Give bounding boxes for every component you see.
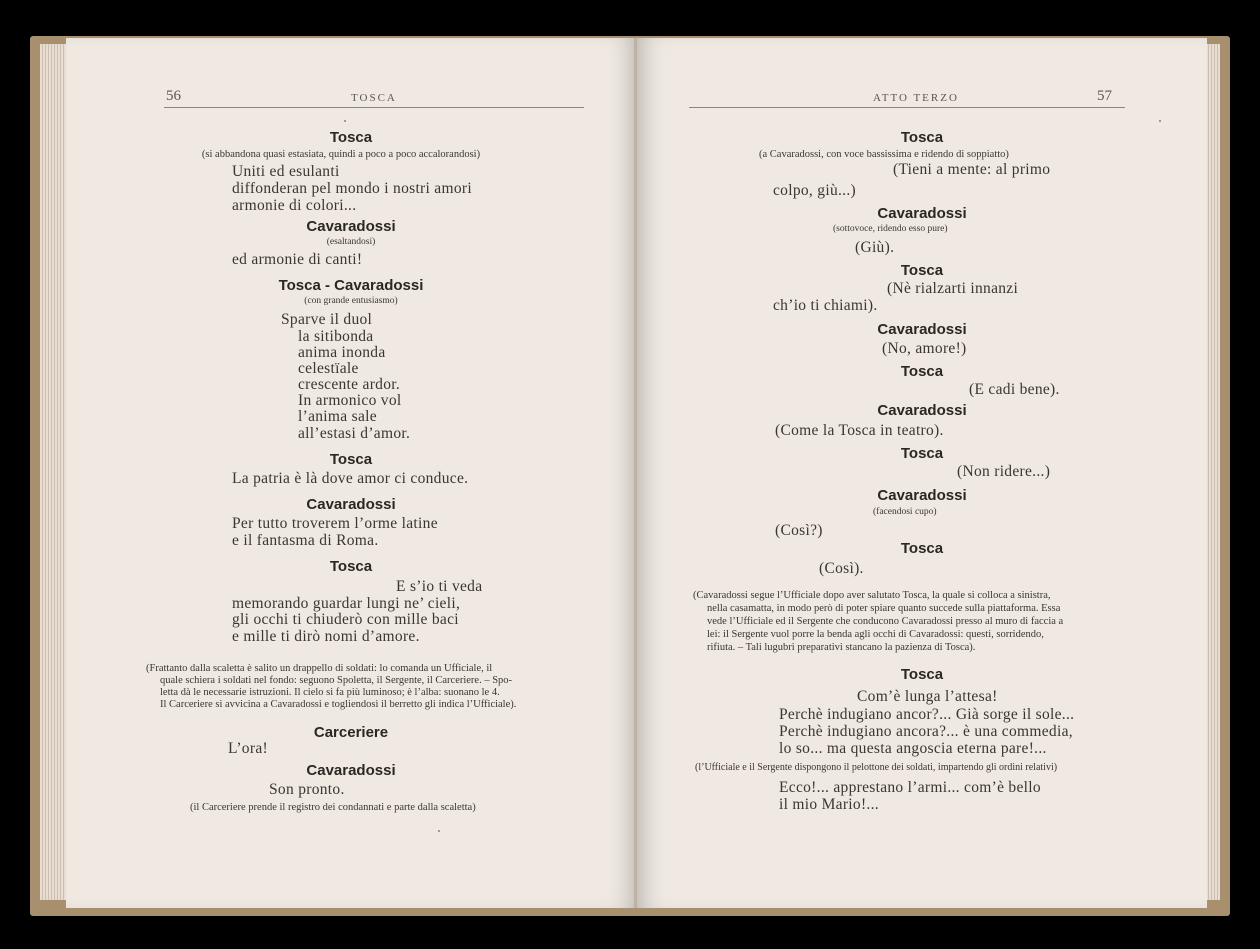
print-speck [344, 120, 346, 122]
print-speck [438, 830, 440, 832]
verse-line: armonie di colori... [232, 197, 357, 214]
stage-direction: (si abbandona quasi estasiata, quindi a poco a poco accalorandosi) [201, 149, 481, 160]
paragraph-line: nella casamatta, in modo però di poter spiare quanto succede sulla piattaforma. Essa [707, 603, 1061, 614]
print-speck [1159, 120, 1161, 122]
speaker-name: Tosca [900, 129, 944, 146]
paragraph-line: rifiuta. – Tali lugubri preparativi stancano la pazienza di Tosca). [707, 642, 976, 653]
verse-line: lo so... ma questa angoscia eterna pare!... [779, 740, 1047, 757]
stage-direction: (esaltandosi) [326, 237, 376, 247]
verse-line: E s’io ti veda [396, 578, 483, 595]
verse-line: ed armonie di canti! [232, 251, 363, 268]
verse-line: Per tutto troverem l’orme latine [232, 515, 438, 532]
speaker-name: Tosca [900, 445, 944, 462]
speaker-name: Tosca [329, 558, 373, 575]
verse-line: Ecco!... apprestano l’armi... com’è bello [779, 779, 1041, 796]
verse-line: celestïale [298, 360, 359, 377]
verse-line: (Giù). [855, 239, 895, 256]
verse-line: Com’è lunga l’attesa! [857, 688, 998, 705]
stage-direction: (facendosi cupo) [873, 507, 937, 517]
speaker-name: Tosca [900, 262, 944, 279]
verse-line: anima inonda [298, 344, 386, 361]
verse-line: (E cadi bene). [969, 381, 1060, 398]
speaker-name: Tosca [900, 666, 944, 683]
verse-line: diffonderan pel mondo i nostri amori [232, 180, 472, 197]
verse-line: (Nè rialzarti innanzi [887, 280, 1019, 297]
verse-line: (Non ridere...) [957, 463, 1051, 480]
stage-direction: (a Cavaradossi, con voce bassissima e ridendo di soppiatto) [759, 149, 1009, 160]
speaker-name: Tosca [900, 363, 944, 380]
speaker-name: Tosca [900, 540, 944, 557]
speaker-name: Tosca [329, 129, 373, 146]
paragraph-line: letta dà le necessarie istruzioni. Il cielo si fa più luminoso; è l’alba: suonano le 4. [160, 687, 500, 698]
header-rule [689, 107, 1125, 108]
verse-line: ch’io ti chiami). [773, 297, 878, 314]
speaker-name: Cavaradossi [877, 321, 967, 338]
speaker-name: Tosca - Cavaradossi [278, 277, 424, 294]
paragraph-line: quale schiera i soldati nel fondo: seguono Spoletta, il Sergente, il Carceriere. – Spo- [160, 675, 513, 686]
speaker-name: Tosca [329, 451, 373, 468]
stage-direction: (l’Ufficiale e il Sergente dispongono il pelottone dei soldati, impartendo gli ordini relativi) [695, 762, 1058, 773]
verse-line: crescente ardor. [298, 376, 401, 393]
paragraph-line: (Cavaradossi segue l’Ufficiale dopo aver salutato Tosca, la quale si colloca a sinistra, [693, 590, 1051, 601]
verse-line: gli occhi ti chiuderò con mille baci [232, 611, 459, 628]
running-head: TOSCA [351, 92, 397, 104]
verse-line: Sparve il duol [281, 311, 373, 328]
verse-line: e mille ti dirò nomi d’amore. [232, 628, 420, 645]
speaker-name: Cavaradossi [306, 496, 396, 513]
paragraph-line: lei: il Sergente vuol porre la benda agli occhi di Cavaradossi: questi, sorridendo, [707, 629, 1044, 640]
verse-line: memorando guardar lungi ne’ cieli, [232, 595, 461, 612]
verse-line: la sitibonda [298, 328, 374, 345]
verse-line: all’estasi d’amor. [298, 425, 411, 442]
left-page [66, 38, 636, 908]
verse-line: L’ora! [228, 740, 268, 757]
verse-line: (Così). [819, 560, 864, 577]
verse-line: l’anima sale [298, 408, 377, 425]
verse-line: Uniti ed esulanti [232, 163, 340, 180]
stage-direction: (il Carceriere prende il registro dei condannati e parte dalla scaletta) [190, 802, 476, 813]
verse-line: (Tieni a mente: al primo [893, 161, 1051, 178]
right-page [637, 38, 1207, 908]
stage-direction: (con grande entusiasmo) [304, 296, 398, 306]
verse-line: colpo, giù...) [773, 182, 856, 199]
verse-line: In armonico vol [298, 392, 402, 409]
speaker-name: Cavaradossi [306, 762, 396, 779]
verse-line: e il fantasma di Roma. [232, 532, 379, 549]
speaker-name: Cavaradossi [877, 487, 967, 504]
right-page-edges [1206, 44, 1220, 900]
page-number: 57 [1097, 88, 1112, 104]
paragraph-line: (Frattanto dalla scaletta è salito un drappello di soldati: lo comanda un Ufficiale, il [146, 663, 493, 674]
speaker-name: Cavaradossi [877, 402, 967, 419]
stage-direction: (sottovoce, ridendo esso pure) [833, 224, 948, 234]
left-page-edges [40, 44, 68, 900]
verse-line: (Così?) [775, 522, 823, 539]
verse-line: Perchè indugiano ancora?... è una commedia, [779, 723, 1073, 740]
paragraph-line: vede l’Ufficiale ed il Sergente che conducono Cavaradossi presso al muro di faccia a [707, 616, 1064, 627]
speaker-name: Cavaradossi [877, 205, 967, 222]
verse-line: il mio Mario!... [779, 796, 879, 813]
verse-line: Perchè indugiano ancor?... Già sorge il sole... [779, 706, 1075, 723]
verse-line: La patria è là dove amor ci conduce. [232, 470, 469, 487]
page-number: 56 [166, 88, 181, 104]
verse-line: (No, amore!) [882, 340, 967, 357]
speaker-name: Cavaradossi [306, 218, 396, 235]
verse-line: (Come la Tosca in teatro). [775, 422, 944, 439]
paragraph-line: Il Carceriere si avvicina a Cavaradossi e togliendosi il berretto gli indica l’Ufficiale). [160, 699, 517, 710]
speaker-name: Carceriere [313, 724, 389, 741]
header-rule [164, 107, 584, 108]
running-head: ATTO TERZO [873, 92, 959, 104]
verse-line: Son pronto. [269, 781, 345, 798]
